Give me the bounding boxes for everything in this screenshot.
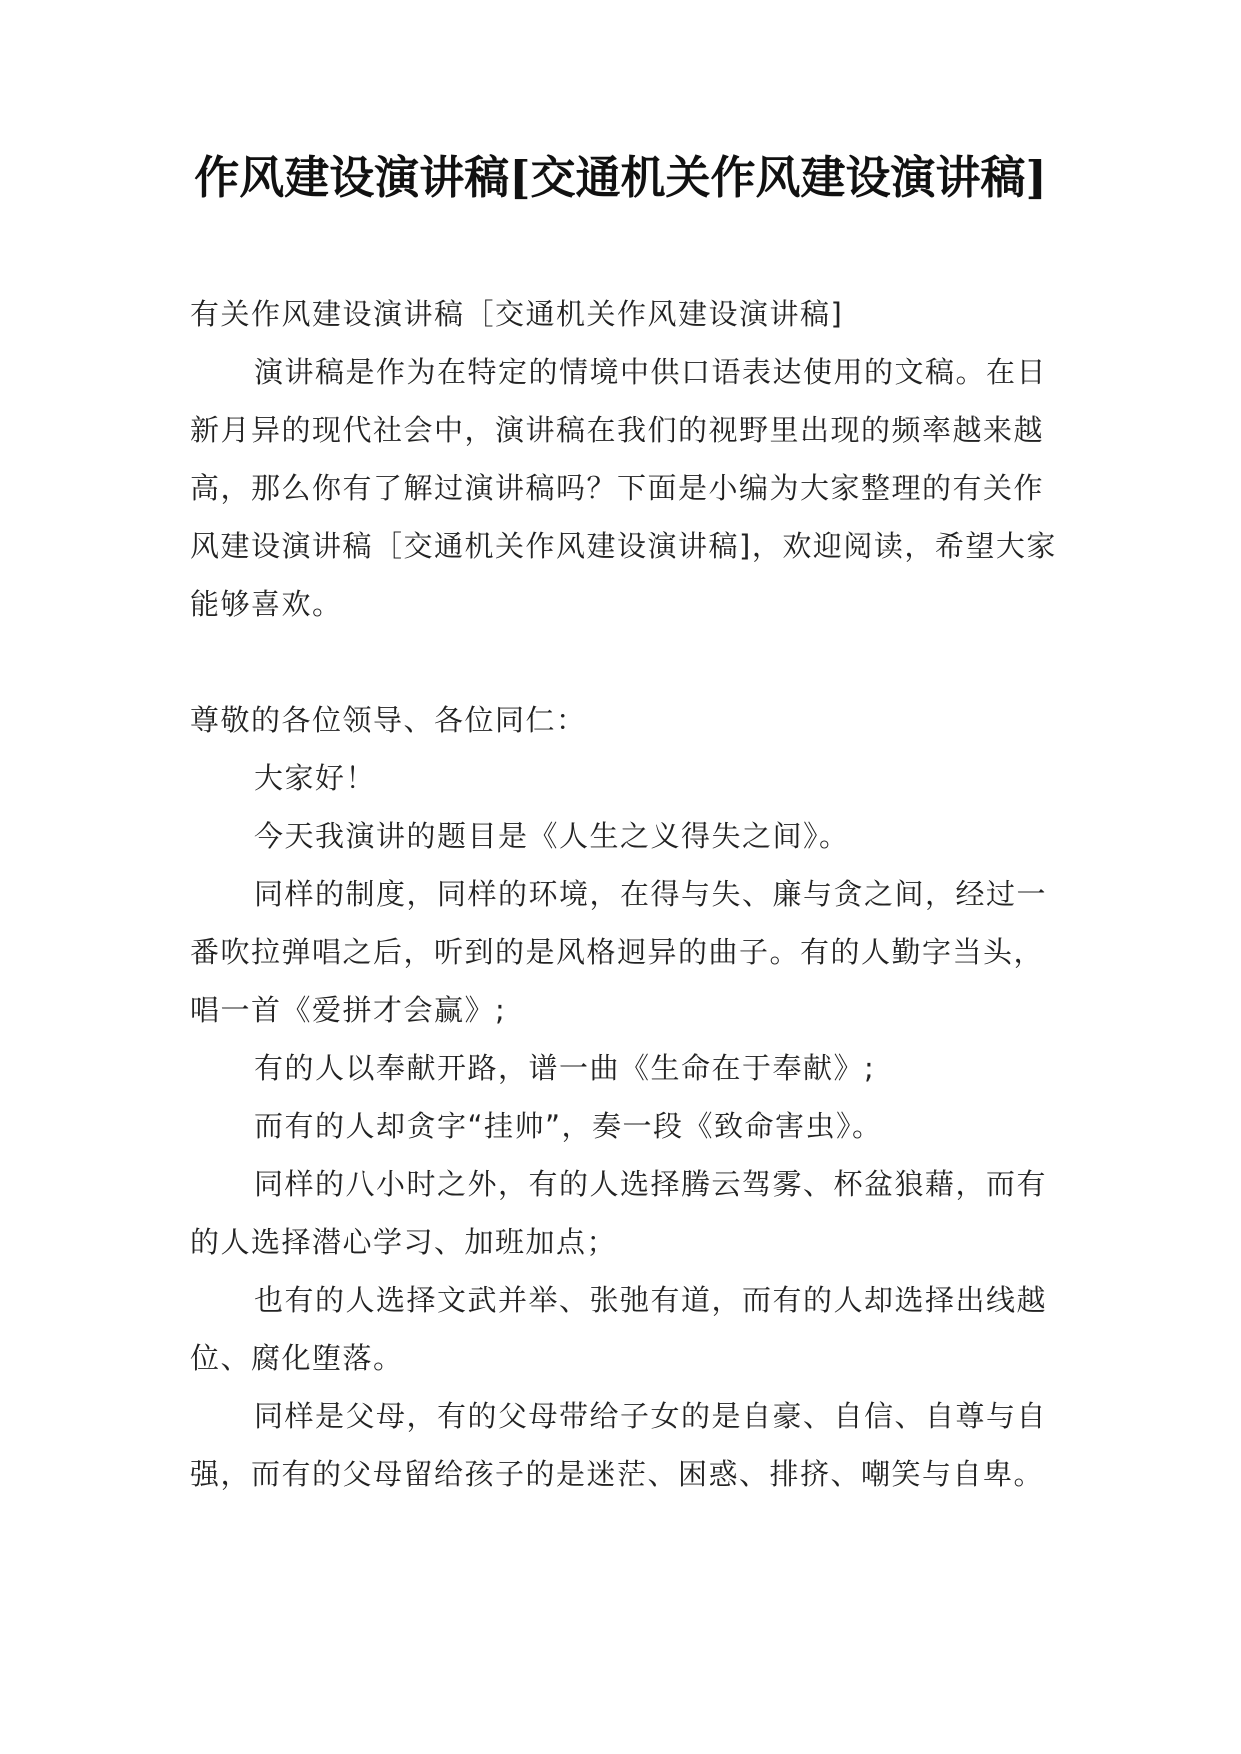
body-paragraph: 也有的人选择文武并举、张弛有道，而有的人却选择出线越位、腐化堕落。 [190, 1283, 1048, 1375]
speech-topic: 今天我演讲的题目是《人生之义得失之间》。 [254, 819, 850, 853]
body-paragraph: 同样是父母，有的父母带给子女的是自豪、自信、自尊与自强，而有的父母留给孩子的是迷茫、困惑、排挤、嘲笑与自卑。 [190, 1399, 1048, 1491]
greeting: 大家好！ [254, 761, 377, 795]
salutation: 尊敬的各位领导、各位同仁： [190, 703, 587, 737]
body-paragraph: 而有的人却贪字“挂帅”，奏一段《致命害虫》。 [254, 1109, 883, 1143]
document-title: 作风建设演讲稿[交通机关作风建设演讲稿] [194, 151, 1047, 204]
body-paragraph: 同样的八小时之外，有的人选择腾云驾雾、杯盆狼藉，而有的人选择潜心学习、加班加点； [190, 1167, 1048, 1259]
body-paragraph: 同样的制度，同样的环境，在得与失、廉与贪之间，经过一番吹拉弹唱之后，听到的是风格迥异的曲子。有的人勤字当头，唱一首《爱拼才会赢》; [190, 877, 1048, 1027]
body-paragraph: 有的人以奉献开路，谱一曲《生命在于奉献》; [254, 1051, 876, 1085]
intro-heading: 有关作风建设演讲稿［交通机关作风建设演讲稿] [190, 297, 844, 331]
document-body [190, 285, 1060, 1503]
intro-paragraph: 演讲稿是作为在特定的情境中供口语表达使用的文稿。在日新月异的现代社会中，演讲稿在我们的视野里出现的频率越来越高，那么你有了解过演讲稿吗？下面是小编为大家整理的有关作风建设演讲稿［交通机关作风建设演讲稿]，欢迎阅读，希望大家能够喜欢。 [190, 355, 1057, 621]
